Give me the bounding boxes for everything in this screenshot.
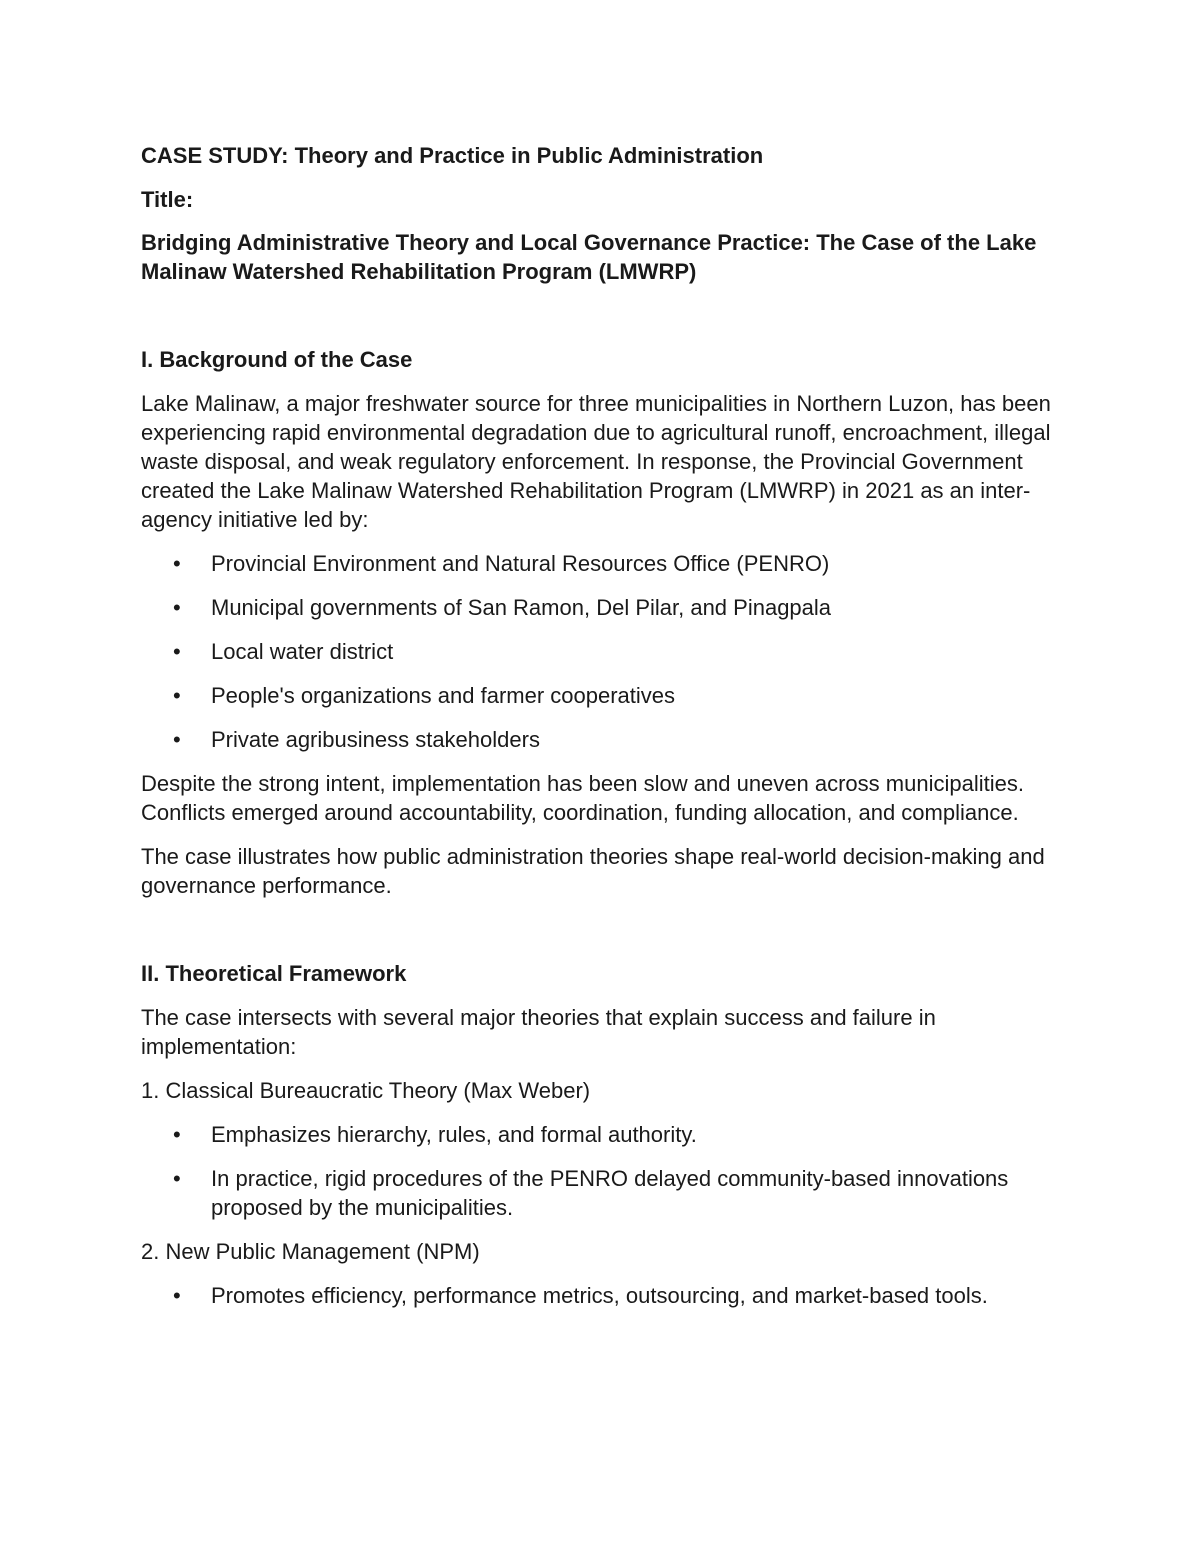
title-label: Title:: [141, 187, 194, 212]
list-item: • Promotes efficiency, performance metrics, outsourcing, and market-based tools.: [173, 1283, 988, 1308]
bullet-icon: •: [173, 1122, 181, 1147]
bullet-icon: •: [173, 1283, 181, 1308]
list-item: • Private agribusiness stakeholders: [173, 727, 540, 752]
bullet-icon: •: [173, 551, 181, 576]
section-heading-framework: II. Theoretical Framework: [141, 961, 407, 986]
document-body: [141, 141, 1071, 1310]
background-intro-paragraph: Lake Malinaw, a major freshwater source for three municipalities in Northern Luzon, has been experiencing rapid environmental degradation due to agricultural runoff, encroachment, illegal waste disposal, and weak regulatory enforcement. In response, the Provincial Government created the Lake Malinaw Watershed Rehabilitation Program (LMWRP) in 2021 as an inter-agency initiative led by:: [141, 391, 1051, 532]
list-item: • Provincial Environment and Natural Resources Office (PENRO): [173, 551, 830, 576]
bullet-icon: •: [173, 1166, 181, 1191]
section-heading-background: I. Background of the Case: [141, 347, 413, 372]
background-paragraph-2: Despite the strong intent, implementation has been slow and uneven across municipalities. Conflicts emerged around accountability, coordination, funding allocation, and compliance.: [141, 771, 1024, 825]
bullet-icon: •: [173, 639, 181, 664]
theory-1-points: [141, 1120, 1071, 1222]
list-item: • Municipal governments of San Ramon, Del Pilar, and Pinagpala: [173, 595, 832, 620]
bullet-icon: •: [173, 595, 181, 620]
list-item: • In practice, rigid procedures of the PENRO delayed community-based innovations proposed by the municipalities.: [173, 1166, 1009, 1220]
agency-list: [141, 549, 1071, 754]
list-item: • People's organizations and farmer cooperatives: [173, 683, 676, 708]
bullet-icon: •: [173, 683, 181, 708]
bullet-icon: •: [173, 727, 181, 752]
framework-intro-paragraph: The case intersects with several major theories that explain success and failure in implementation:: [141, 1005, 936, 1059]
list-item: • Emphasizes hierarchy, rules, and formal authority.: [173, 1122, 697, 1147]
background-paragraph-3: The case illustrates how public administration theories shape real-world decision-making and governance performance.: [141, 844, 1045, 898]
theory-2-title: 2. New Public Management (NPM): [141, 1239, 480, 1264]
case-title: Bridging Administrative Theory and Local Governance Practice: The Case of the Lake Malinaw Watershed Rehabilitation Program (LMWRP): [141, 230, 1037, 284]
theory-1-title: 1. Classical Bureaucratic Theory (Max Weber): [141, 1078, 591, 1103]
document-heading: CASE STUDY: Theory and Practice in Public Administration: [141, 143, 764, 168]
theory-2-points: [141, 1281, 1071, 1310]
list-item: • Local water district: [173, 639, 394, 664]
